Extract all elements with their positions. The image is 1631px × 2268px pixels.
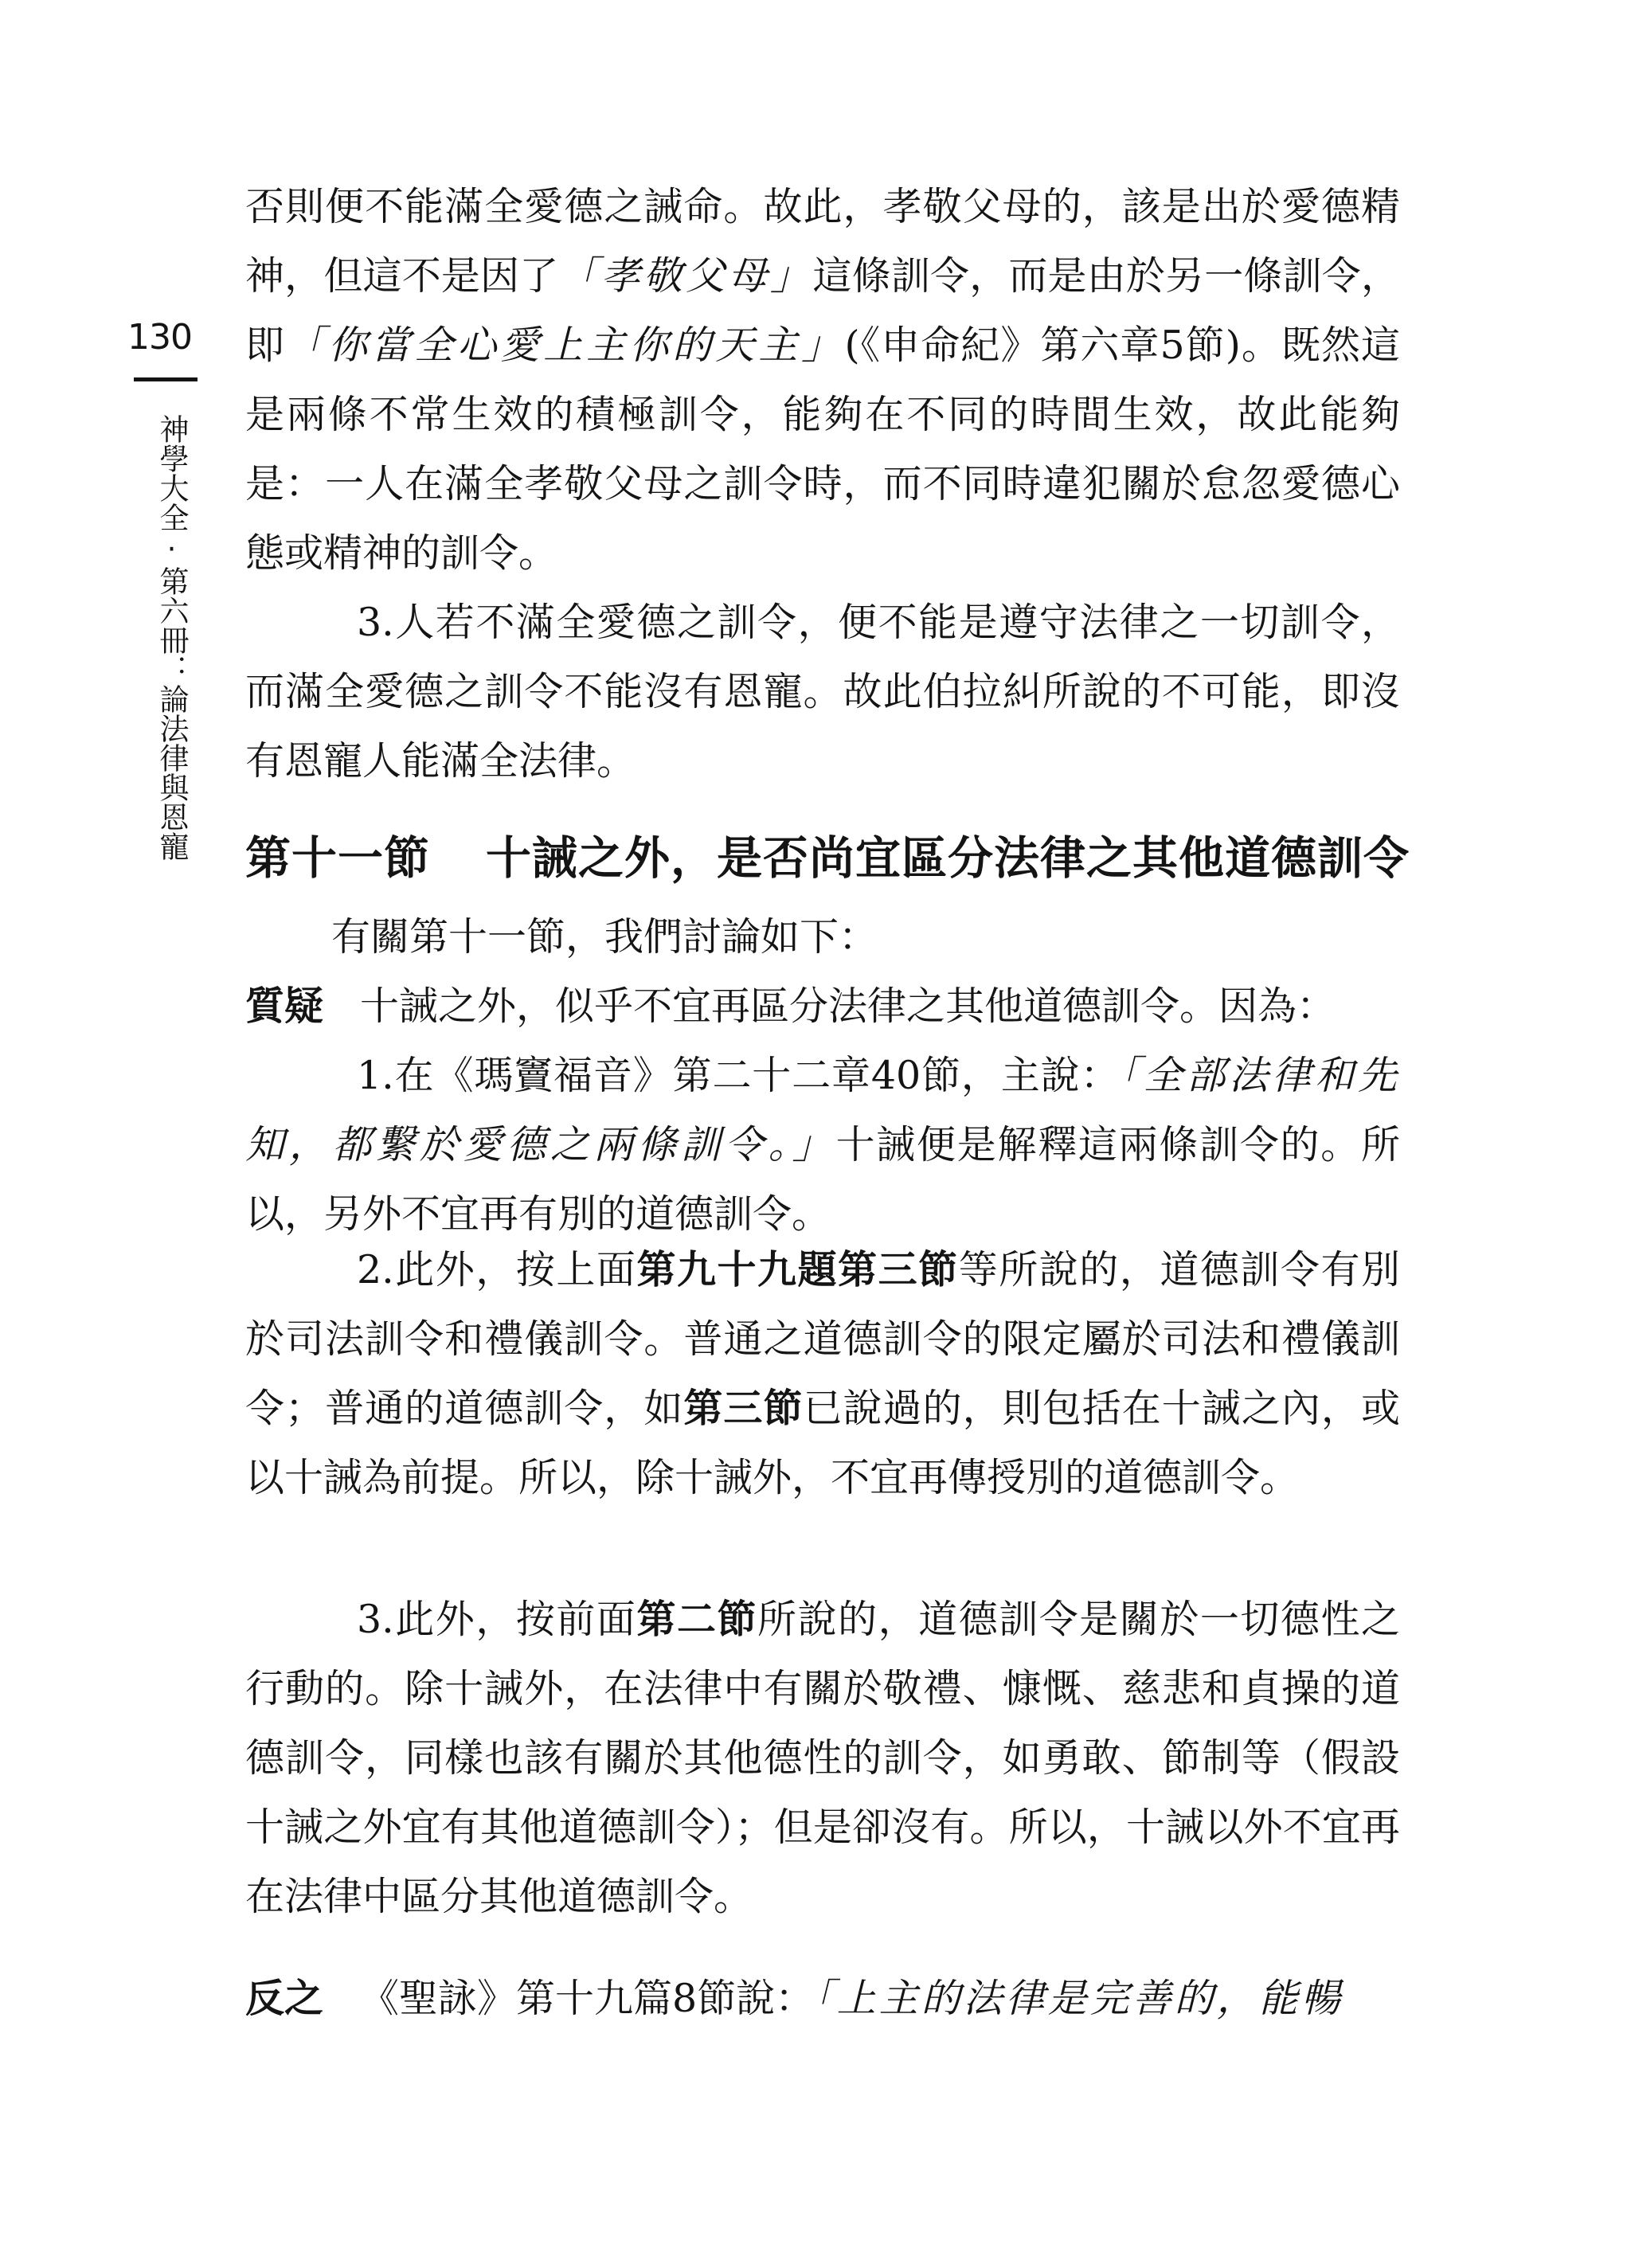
page-number: 130 [127,317,192,358]
quote-text: 「孝敬父母」 [558,253,813,299]
objection-text: 十誡之外，似乎不宜再區分法律之其他道德訓令。因為： [360,983,1336,1029]
objection-3 [245,1585,1400,1931]
paragraph-text: (《申命紀》第六章5節)。既然這是兩條不常生效的積極訓令，能夠在不同的時間生效，故此能夠是：一人在滿全孝敬父母之訓令時，而不同時違犯關於怠忽愛德心態或精神的訓令。 [245,323,1400,576]
contrary-line [245,1964,1400,2033]
paragraph-continuation [245,172,1400,588]
paragraph-text: 3.此外，按前面 [357,1597,637,1642]
section-heading [245,822,1416,887]
paragraph-text: 《聖詠》第十九篇8節說： [360,1976,815,2021]
section-title: 十誡之外，是否尚宜區分法律之其他道德訓令 [486,831,1410,885]
paragraph-text: 已說過的，則包括在十誡之內，或以十誡為前提。所以，除十誡外，不宜再傳授別的道德訓令。 [245,1386,1400,1500]
paragraph-text: 否則便不能滿全愛德之誡命。故此，孝敬父母的，該是出於愛德精神，但這不是因了 [245,184,1400,299]
paragraph-text: 所說的，道德訓令是關於一切德性之行動的。除十誡外，在法律中有關於敬禮、慷慨、慈悲和貞操的道德訓令，同樣也該有關於其他德性的訓令，如勇敢、節制等（假設十誡之外宜有其他道德訓令）；但是卻沒有。所以，十誡以外不宜再在法律中區分其他道德訓令。 [245,1597,1400,1919]
section-intro: 有關第十一節，我們討論如下： [331,914,878,960]
reference-text: 第二節 [636,1596,758,1642]
section-number: 第十一節 [245,831,430,885]
objection-1 [245,1041,1400,1249]
paragraph-point-3: 3.人若不滿全愛德之訓令，便不能是遵守法律之一切訓令，而滿全愛德之訓令不能沒有恩寵。故此伯拉糾所說的不可能，即沒有恩寵人能滿全法律。 [245,600,1400,784]
paragraph-text: 1.在《瑪竇福音》第二十二章40節，主說： [357,1053,1121,1098]
quote-text: 「全部法律和先知，都繫於愛德之兩條訓令。」 [245,1053,1400,1167]
reference-text: 第三節 [683,1385,804,1431]
objection-line [245,972,1400,1041]
quote-text: 「你當全心愛上主你的天主」 [285,323,845,368]
reference-text: 第九十九題第三節 [636,1246,959,1292]
objection-2 [245,1235,1400,1512]
paragraph-text: 這條訓令，而是由於另一條訓令，即 [245,253,1400,368]
running-head: 神學大全·第六冊：論法律與恩寵 [154,414,189,861]
contrary-label: 反之 [245,1976,324,2021]
objection-label: 質疑 [245,983,324,1029]
paragraph-text: 2.此外，按上面 [357,1247,637,1292]
quote-text: 「上主的法律是完善的，能暢 [814,1976,1344,2021]
paragraph-text: 十誡便是解釋這兩條訓令的。所以，另外不宜再有別的道德訓令。 [245,1122,1400,1237]
side-rule [134,377,198,381]
paragraph-text: 等所說的，道德訓令有別於司法訓令和禮儀訓令。普通之道德訓令的限定屬於司法和禮儀訓令；普通的道德訓令，如 [245,1247,1400,1431]
